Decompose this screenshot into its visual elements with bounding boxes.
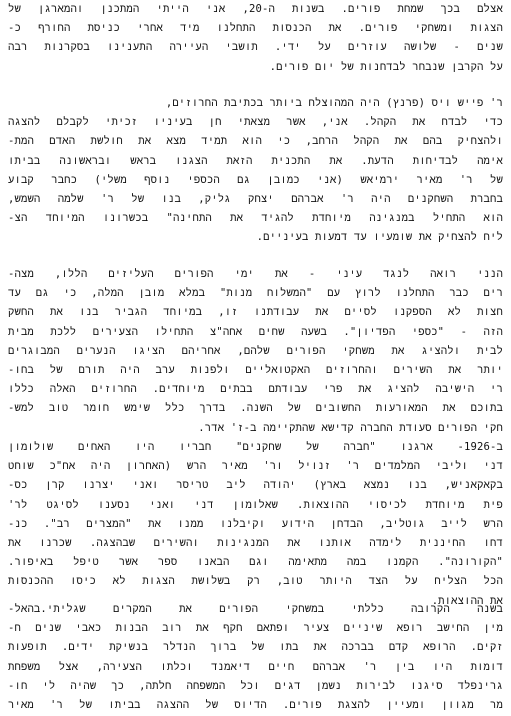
text-line: זקים. הרופא קדם בברכה את בתו של ברוך הנדלר בנשיקת ידים. תופעות (8, 641, 503, 654)
paragraph-4 (8, 438, 503, 611)
text-line: ב-1926- ארגנו "חברה של שחקנים" חבריו היו האחים שולומון (8, 441, 503, 453)
text-line: הנני רואה לנגד עיני - את ימי הפורים העליזים הללו, מצה- (8, 268, 503, 280)
text-line: הכל הצליח על הצד היותר טוב, רק בשלושת הצגות לא כיסו ההכנסות (8, 575, 503, 588)
text-line: בשנה הקרובה כללתי במשחקי הפורים את המקרים שגליתי.בהאל- (8, 603, 503, 615)
text-line: הזה - "כספי הפדיון". בשעה שחים אחה"צ התחילו הצעירים ללכת מבית (8, 325, 503, 338)
text-line: רים כבר התחלנו לרוץ עם "המשלוח מנות" במלא מובן המלה, כי גם עד (8, 287, 503, 300)
paragraph-3 (8, 265, 503, 438)
text-line: חקי הפורים סעודת החברה קדישא שהתקיימה ב-ז' אדר. (198, 421, 503, 434)
text-line: דומות היו בין ר' אברהם חיים דיאמנד וכלתו הצעירה, אצל משפחת (8, 660, 503, 673)
text-line: בתוכם את המאורעות החשובים של השנה. בדרך כלל שימש חומר טוב למש- (8, 402, 503, 415)
text-line: יותר את השירים והחרוזים האקטואליים ולפנות ערב היה תורם של בחו- (8, 363, 503, 376)
text-line: אצלם בכך שמחת פורים. בשנות ה-20, אני הייתי המתכנן והמארגן של (8, 3, 503, 15)
text-line: דחו החיננית לימדה אותנו את המנגינות והשירים שבהצגה. שכרנו את (8, 536, 503, 549)
text-line: פית מיוחדת לכיסוי ההוצאות. שאלומון דני ואני נסענו לסיגט לר' (8, 498, 503, 511)
text-line: דני וליבי המלמדים ר' זנויל ור' מאיר הרש (האחרון היה אח"כ שוחט (8, 460, 503, 473)
text-line: ר' פייש ויס (פרנץ) היה המהוצלח ביותר בכתיבת החרוזים, (165, 97, 503, 109)
text-line: על הקרבן שנבחר לבדחנות של יום פורים. (269, 60, 503, 73)
text-line: חצות לא הספקנו לסיים את עבודתנו זו, במיוחד הגביר בנו את החשק (8, 306, 503, 319)
text-line: ליח להצחיק את שומעיו עד דמעות בעיניים. (256, 231, 503, 244)
paragraph-5 (8, 600, 503, 715)
text-line: הרש לייב גוטליב, הבדחן הידוע וקיבלנו ממנו את "המצרים רב". כנ- (8, 517, 503, 530)
text-line: כדי לבדח את הקהל. אני, אשר מצאתי חן בעיניו זכיתי לקבלם להצגה (8, 116, 503, 129)
text-line: רי הישיבה להציג את פרי עבודתם בבתים מיוחדים. החרוזים האלה כללו (8, 383, 503, 396)
text-line: הוא התחיל במנגינה מיוחדת להגיד את התחינה" בכשרונו המיוחד הצ- (8, 212, 503, 225)
text-line: בקאקאניש, בנו נמצא בארץ) יהודה ליב טריסר ואני יצרנו קרן כס- (8, 479, 503, 492)
text-line: לבית ולהציג את משחקי הפורים שלהם, אחריהם הציגו הנערים המבוגרים (8, 344, 503, 357)
text-line: גרינפלד סיגנו לבירות נשמן דגים וכל המשפחה חלתה, כך שהיה לי חו- (8, 679, 503, 692)
text-line: הצגות ומשחקי פורים. את הכנסות התחלנו מיד אחרי כניסת החורף כ- (8, 22, 503, 35)
text-line: את ההוצאות. (431, 594, 503, 607)
paragraph-2 (8, 94, 503, 248)
text-line: אימה לבדיחות הדעת. את התכנית הזאת הצגנו בראש ובראשונה בביתו (8, 154, 503, 167)
text-line: ולהצחיק בהם את הקהל הרחב, כי הוא תמיד מצא את חולשת האדם המת- (8, 135, 503, 148)
text-line: מין החישב רופא שיניים צעיר ופתאם חקף את רוב הבנות כאבי שנים ח- (8, 622, 503, 635)
text-line: בחברת השחקנים היה ר' אברהם יצחק גליק, בנו של ר' שלמה השמש, (8, 192, 503, 205)
paragraph-1 (8, 0, 503, 77)
text-line: של ר' מאיר ירמיאש (אני כמובן גם הכספי נוסף משלי) כחבר קבוע (8, 173, 503, 186)
text-line: שנים - שלושה עוזרים על ידי. תושבי העיירה התענינו בסקרנות רבה (8, 41, 503, 54)
text-line: מר מגוון ומעיין להצגת פורים. הדיוס של ההצגה בביתו של ר' מאיר (8, 698, 503, 711)
text-line: "הקורונה". הקמנו במה מתאימה וגם הבאנו ספר אשר טיפל באיפור. (8, 556, 503, 569)
